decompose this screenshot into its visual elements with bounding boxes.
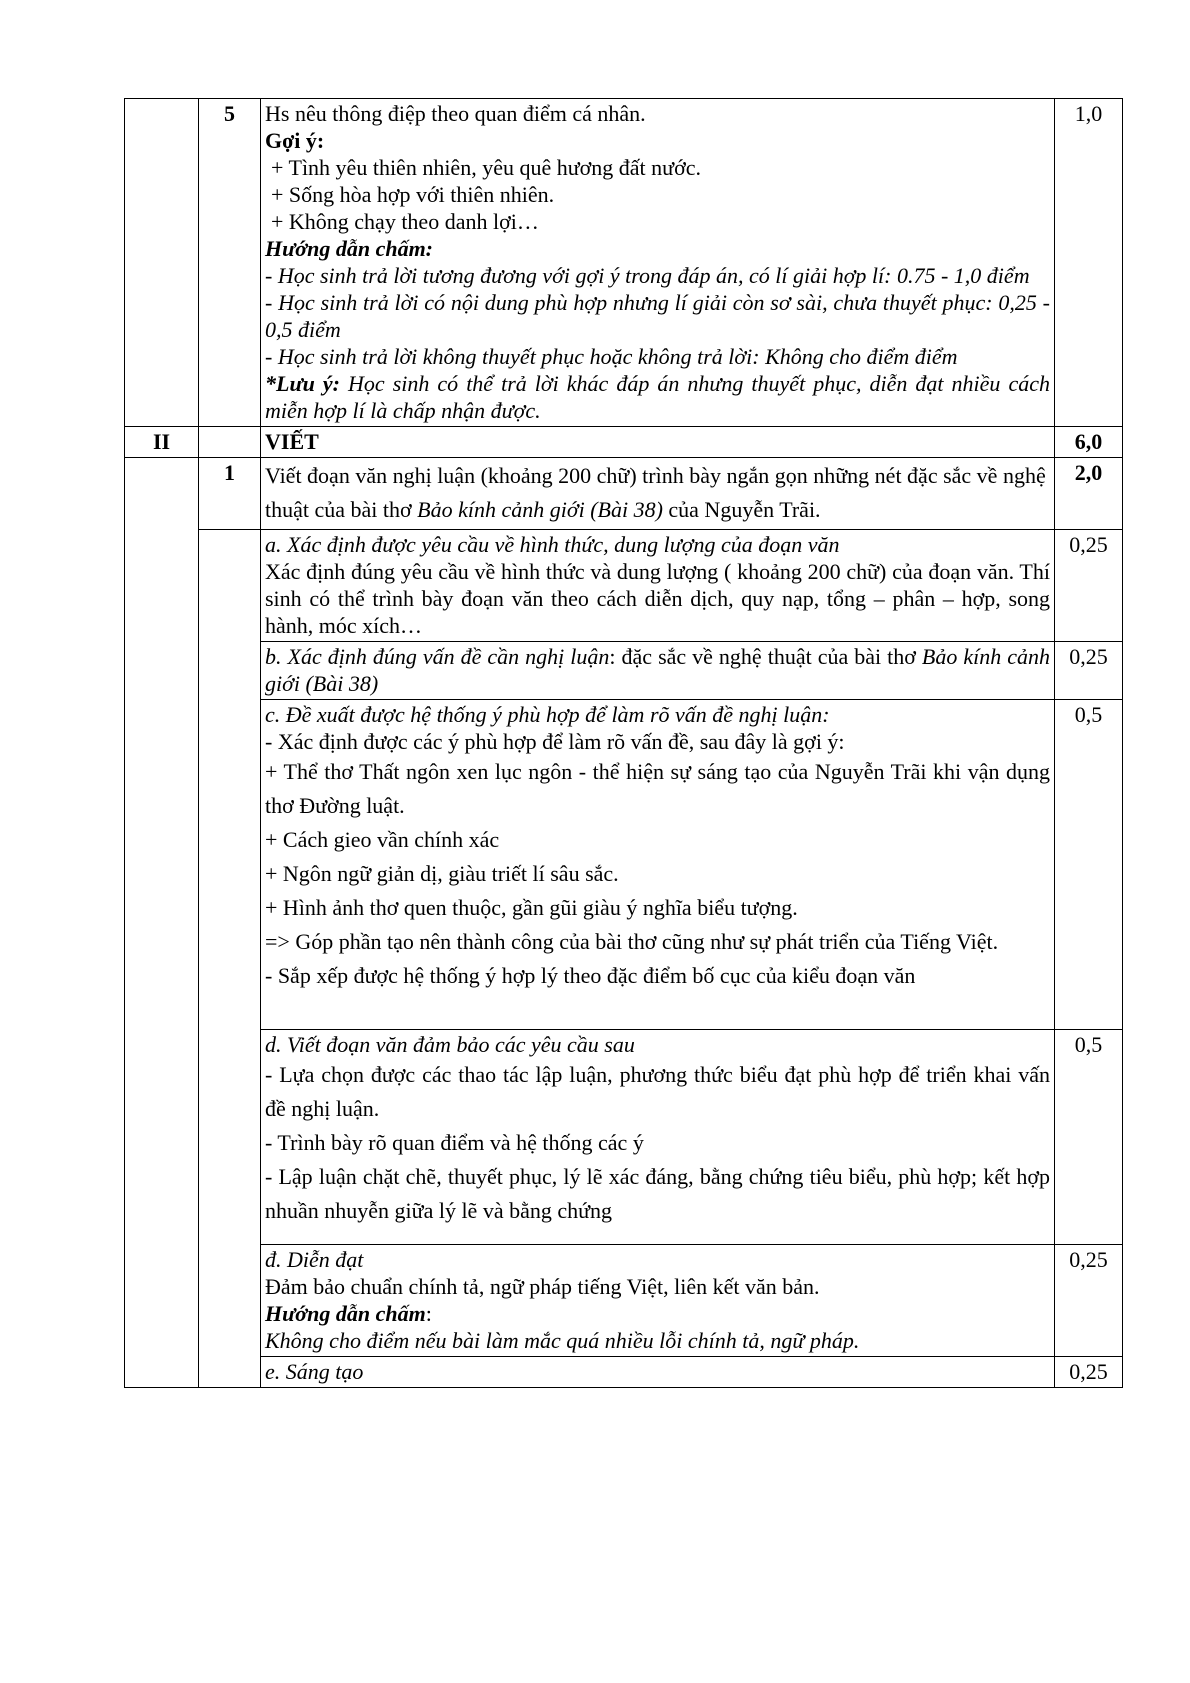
part-a-text: Xác định đúng yêu cầu về hình thức và dung lượng ( khoảng 200 chữ) của đoạn văn. Thí sinh có thể trình bày đoạn văn theo cách diễn dịch, quy nạp, tổng – phân – hợp, song hành, móc xích… xyxy=(265,559,1050,638)
score-cell: 0,25 xyxy=(1055,530,1123,642)
part-d-content xyxy=(261,1030,1055,1245)
hint-item: + Không chạy theo danh lợi… xyxy=(271,209,539,234)
question-number: 5 xyxy=(199,99,261,427)
section-cell-empty xyxy=(125,458,199,1388)
question-cell-empty xyxy=(199,427,261,458)
part-c-heading: c. Đề xuất được hệ thống ý phù hợp để làm rõ vấn đề nghị luận: xyxy=(265,702,830,727)
guide-colon: : xyxy=(425,1301,432,1326)
q1-prompt xyxy=(261,458,1055,530)
part-dd-guide xyxy=(265,1300,1050,1327)
question-cell-empty xyxy=(199,530,261,1388)
part-b-text: : đặc sắc về nghệ thuật của bài thơ xyxy=(609,644,922,669)
table-row-part-a xyxy=(125,530,1123,642)
part-c-content xyxy=(261,700,1055,1030)
guide-item: - Học sinh trả lời tương đương với gợi ý trong đáp án, có lí giải hợp lí: 0.75 - 1,0 điểm xyxy=(265,263,1030,288)
part-d-items xyxy=(265,1058,1050,1228)
score-cell: 0,5 xyxy=(1055,1030,1123,1245)
question-number: 1 xyxy=(199,458,261,530)
score-cell: 0,25 xyxy=(1055,642,1123,700)
part-c-item: + Thể thơ Thất ngôn xen lục ngôn - thể hiện sự sáng tạo của Nguyễn Trãi khi vận dụng thơ Đường luật. xyxy=(265,759,1050,818)
hint-item: + Tình yêu thiên nhiên, yêu quê hương đất nước. xyxy=(271,155,701,180)
score-cell: 0,25 xyxy=(1055,1357,1123,1388)
section-cell-empty xyxy=(125,99,199,427)
poem-title: Bảo kính cảnh giới (Bài 38) xyxy=(265,644,1050,696)
part-dd-content xyxy=(261,1245,1055,1357)
score-cell: 0,5 xyxy=(1055,700,1123,1030)
part-a-heading: a. Xác định được yêu cầu về hình thức, dung lượng của đoạn văn xyxy=(265,532,840,557)
q5-content xyxy=(261,99,1055,427)
table-row-q5 xyxy=(125,99,1123,427)
guide-label: Hướng dẫn chấm xyxy=(265,1301,426,1326)
note-label: *Lưu ý: xyxy=(265,371,340,396)
part-e-content xyxy=(261,1357,1055,1388)
part-d-item: - Lập luận chặt chẽ, thuyết phục, lý lẽ xác đáng, bằng chứng tiêu biểu, phù hợp; kết hợp nhuần nhuyễn giữa lý lẽ và bằng chứng xyxy=(265,1164,1050,1223)
table-row-q1 xyxy=(125,458,1123,530)
table-row-section-ii xyxy=(125,427,1123,458)
part-c-lead: - Xác định được các ý phù hợp để làm rõ vấn đề, sau đây là gợi ý: xyxy=(265,729,845,754)
note-text: Học sinh có thể trả lời khác đáp án nhưng thuyết phục, diễn đạt nhiều cách miễn hợp lí là chấp nhận được. xyxy=(265,371,1050,423)
score-cell: 0,25 xyxy=(1055,1245,1123,1357)
part-dd-text: Đảm bảo chuẩn chính tả, ngữ pháp tiếng Việt, liên kết văn bản. xyxy=(265,1274,820,1299)
table-row-part-d xyxy=(125,1030,1123,1245)
part-c-item: + Ngôn ngữ giản dị, giàu triết lí sâu sắc. xyxy=(265,861,619,886)
score-cell: 2,0 xyxy=(1055,458,1123,530)
q5-intro: Hs nêu thông điệp theo quan điểm cá nhân. xyxy=(265,101,646,126)
part-b-heading: b. Xác định đúng vấn đề cần nghị luận xyxy=(265,644,610,669)
part-a-content xyxy=(261,530,1055,642)
part-c-items xyxy=(265,755,1050,993)
part-c-item: + Hình ảnh thơ quen thuộc, gần gũi giàu ý nghĩa biểu tượng. xyxy=(265,895,798,920)
part-d-heading: d. Viết đoạn văn đảm bảo các yêu cầu sau xyxy=(265,1032,635,1057)
hint-label: Gợi ý: xyxy=(265,128,325,153)
table-row-part-e xyxy=(125,1357,1123,1388)
section-title: VIẾT xyxy=(261,427,1055,458)
table-row-part-c xyxy=(125,700,1123,1030)
answer-key-page xyxy=(124,98,1122,1388)
part-d-item: - Lựa chọn được các thao tác lập luận, phương thức biểu đạt phù hợp để triển khai vấn đề nghị luận. xyxy=(265,1062,1050,1121)
note xyxy=(265,370,1050,424)
part-d-item: - Trình bày rõ quan điểm và hệ thống các ý xyxy=(265,1130,644,1155)
part-c-item: => Góp phần tạo nên thành công của bài thơ cũng như sự phát triển của Tiếng Việt. xyxy=(265,929,999,954)
scoring-table xyxy=(124,98,1123,1388)
table-row-part-dd xyxy=(125,1245,1123,1357)
q1-prompt-text: Viết đoạn văn nghị luận (khoảng 200 chữ) trình bày ngắn gọn những nét đặc sắc về nghệ thuật của bài thơ xyxy=(265,463,1046,522)
part-c-item: + Cách gieo vần chính xác xyxy=(265,827,500,852)
hint-item: + Sống hòa hợp với thiên nhiên. xyxy=(271,182,555,207)
part-e-heading: e. Sáng tạo xyxy=(265,1359,364,1384)
guide-label: Hướng dẫn chấm: xyxy=(265,236,434,261)
section-roman: II xyxy=(125,427,199,458)
score-cell: 1,0 xyxy=(1055,99,1123,427)
part-c-item: - Sắp xếp được hệ thống ý hợp lý theo đặc điểm bố cục của kiểu đoạn văn xyxy=(265,963,916,988)
part-dd-heading: đ. Diễn đạt xyxy=(265,1247,364,1272)
part-b-content xyxy=(261,642,1055,700)
section-score: 6,0 xyxy=(1055,427,1123,458)
part-dd-guide-text: Không cho điểm nếu bài làm mắc quá nhiều lỗi chính tả, ngữ pháp. xyxy=(265,1328,860,1353)
guide-item: - Học sinh trả lời có nội dung phù hợp nhưng lí giải còn sơ sài, chưa thuyết phục: 0,25 - 0,5 điểm xyxy=(265,290,1050,342)
q1-prompt-author: của Nguyễn Trãi. xyxy=(662,497,821,522)
poem-title: Bảo kính cảnh giới (Bài 38) xyxy=(417,497,663,522)
table-row-part-b xyxy=(125,642,1123,700)
guide-item: - Học sinh trả lời không thuyết phục hoặc không trả lời: Không cho điểm điểm xyxy=(265,344,958,369)
